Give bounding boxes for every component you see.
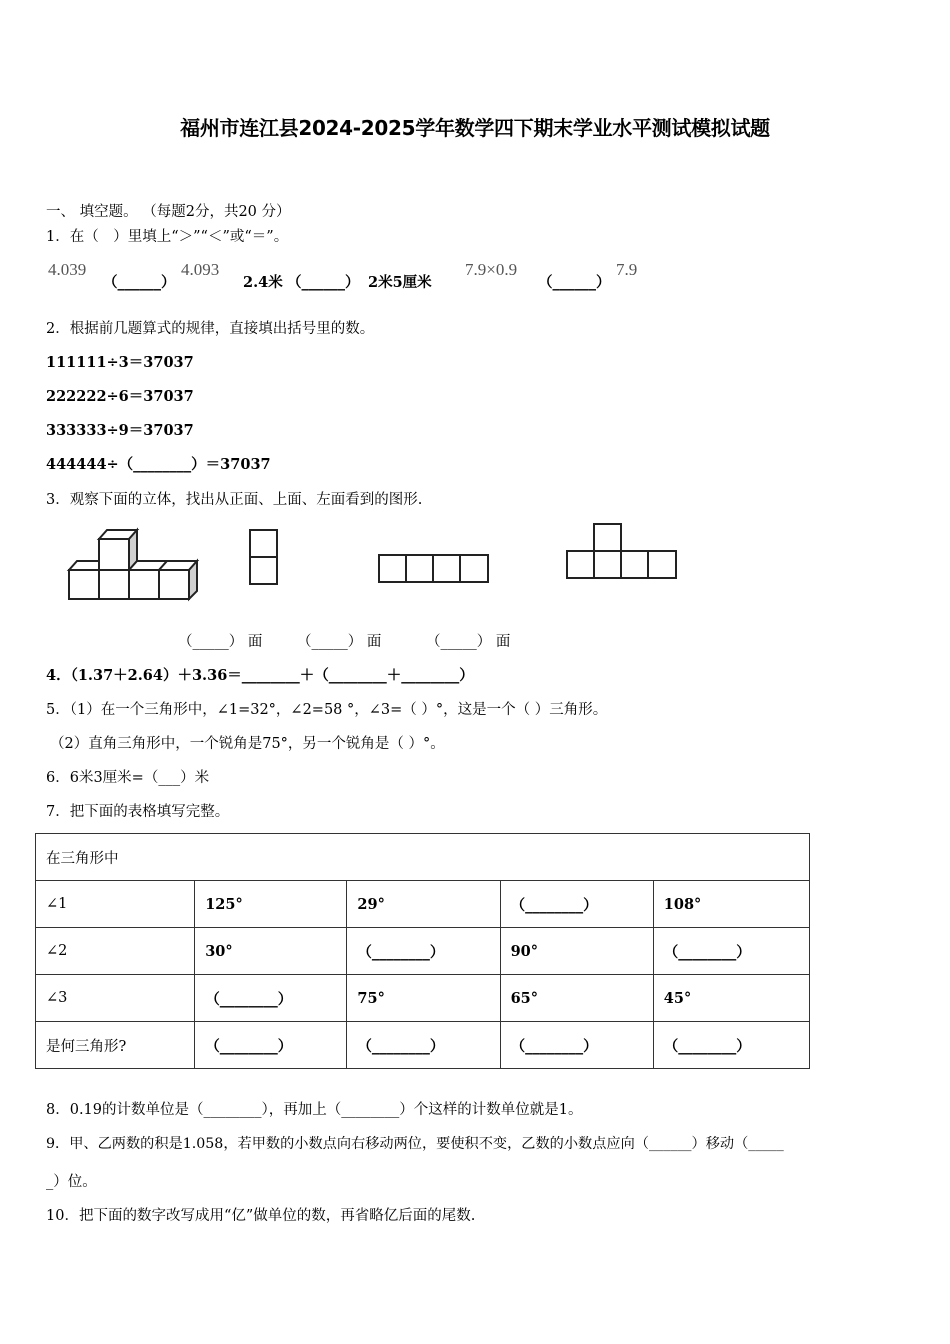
q1-item1-left: 4.039 [48,260,87,279]
q2-line-4[interactable]: 444444÷（________）＝37037 [46,456,271,473]
q3-answer-2-blank[interactable]: （_____） [297,634,363,650]
table-cell-blank[interactable]: （________） [653,1022,809,1069]
q1-item2-left: 2.4米 [243,274,283,291]
row-label: 是何三角形? [36,1022,195,1069]
q3-answer-1-suffix: 面 [247,634,263,650]
table-cell-blank[interactable]: （________） [500,1022,653,1069]
table-cell-blank[interactable]: （________） [347,1022,500,1069]
q7-prompt: 7．把下面的表格填写完整。 [46,804,230,820]
table-cell: 90° [500,928,653,975]
table-row [36,1022,810,1069]
table-cell: 125° [195,881,347,928]
q3-answer-3-suffix: 面 [495,634,511,650]
table-header-row [36,834,810,881]
q3-prompt: 3．观察下面的立体，找出从正面、上面、左面看到的图形. [46,492,423,508]
q1-item2-right: 2米5厘米 [368,274,432,291]
q1-item1-blank[interactable]: （______） [103,274,176,291]
table-cell: 45° [653,975,809,1022]
table-cell: 65° [500,975,653,1022]
table-cell-blank[interactable]: （________） [195,1022,347,1069]
table-row [36,881,810,928]
q3-answer-2-suffix: 面 [366,634,382,650]
table-cell: 29° [347,881,500,928]
table-row [36,975,810,1022]
row-label: ∠3 [36,975,195,1022]
page-title: 福州市连江县2024-2025学年数学四下期末学业水平测试模拟试题 [180,116,770,140]
table-cell-blank[interactable]: （________） [653,928,809,975]
q1-item3-left: 7.9×0.9 [465,260,518,279]
q8-text[interactable]: 8．0.19的计数单位是（________），再加上（________）个这样的计数单位就是1。 [46,1102,583,1118]
q3-answer-2[interactable] [297,633,381,651]
table-cell-blank[interactable]: （________） [500,881,653,928]
row-label: ∠1 [36,881,195,928]
table-cell-blank[interactable]: （________） [195,975,347,1022]
q2-line-3: 333333÷9＝37037 [46,422,194,439]
q3-answer-1[interactable] [178,633,262,651]
table-cell-blank[interactable]: （________） [347,928,500,975]
triangle-angle-table [35,833,810,1069]
q1-item1-right: 4.093 [181,260,220,279]
row-label: ∠2 [36,928,195,975]
q5-part2[interactable]: （2）直角三角形中，一个锐角是75°，另一个锐角是（ ）°。 [50,736,445,752]
q1-item3-right: 7.9 [616,260,638,279]
q9-line1[interactable]: 9．甲、乙两数的积是1.058，若甲数的小数点向右移动两位，要使积不变，乙数的小数点应向（______）移动（_____ [46,1136,784,1152]
table-cell: 108° [653,881,809,928]
q1-item2-blank[interactable]: （______） [287,274,360,291]
section-heading: 一、 填空题。 （每题2分，共20 分） [46,204,291,220]
q9-line2[interactable]: _）位。 [46,1174,97,1190]
table-header: 在三角形中 [36,834,810,881]
table-cell: 75° [347,975,500,1022]
table-row [36,928,810,975]
q4-text[interactable]: 4．（1.37＋2.64）＋3.36＝________＋（________＋________） [46,667,474,684]
q3-answer-3[interactable] [426,633,510,651]
q2-line-2: 222222÷6＝37037 [46,388,194,405]
table-cell: 30° [195,928,347,975]
q3-answer-1-blank[interactable]: （_____） [178,634,244,650]
q5-part1[interactable]: 5．（1）在一个三角形中，∠1=32°，∠2=58 °，∠3=（ ）°，这是一个（ ）三角形。 [46,702,608,718]
q3-answer-3-blank[interactable]: （_____） [426,634,492,650]
q2-prompt: 2．根据前几题算式的规律，直接填出括号里的数。 [46,321,375,337]
q1-item3-blank[interactable]: （______） [538,274,611,291]
q1-prompt: 1．在（ ）里填上“＞”“＜”或“＝”。 [46,229,289,245]
q10-text: 10．把下面的数字改写成用“亿”做单位的数，再省略亿后面的尾数. [46,1208,476,1224]
q6-text[interactable]: 6．6米3厘米=（___）米 [46,770,210,786]
q2-line-1: 111111÷3＝37037 [46,354,194,371]
